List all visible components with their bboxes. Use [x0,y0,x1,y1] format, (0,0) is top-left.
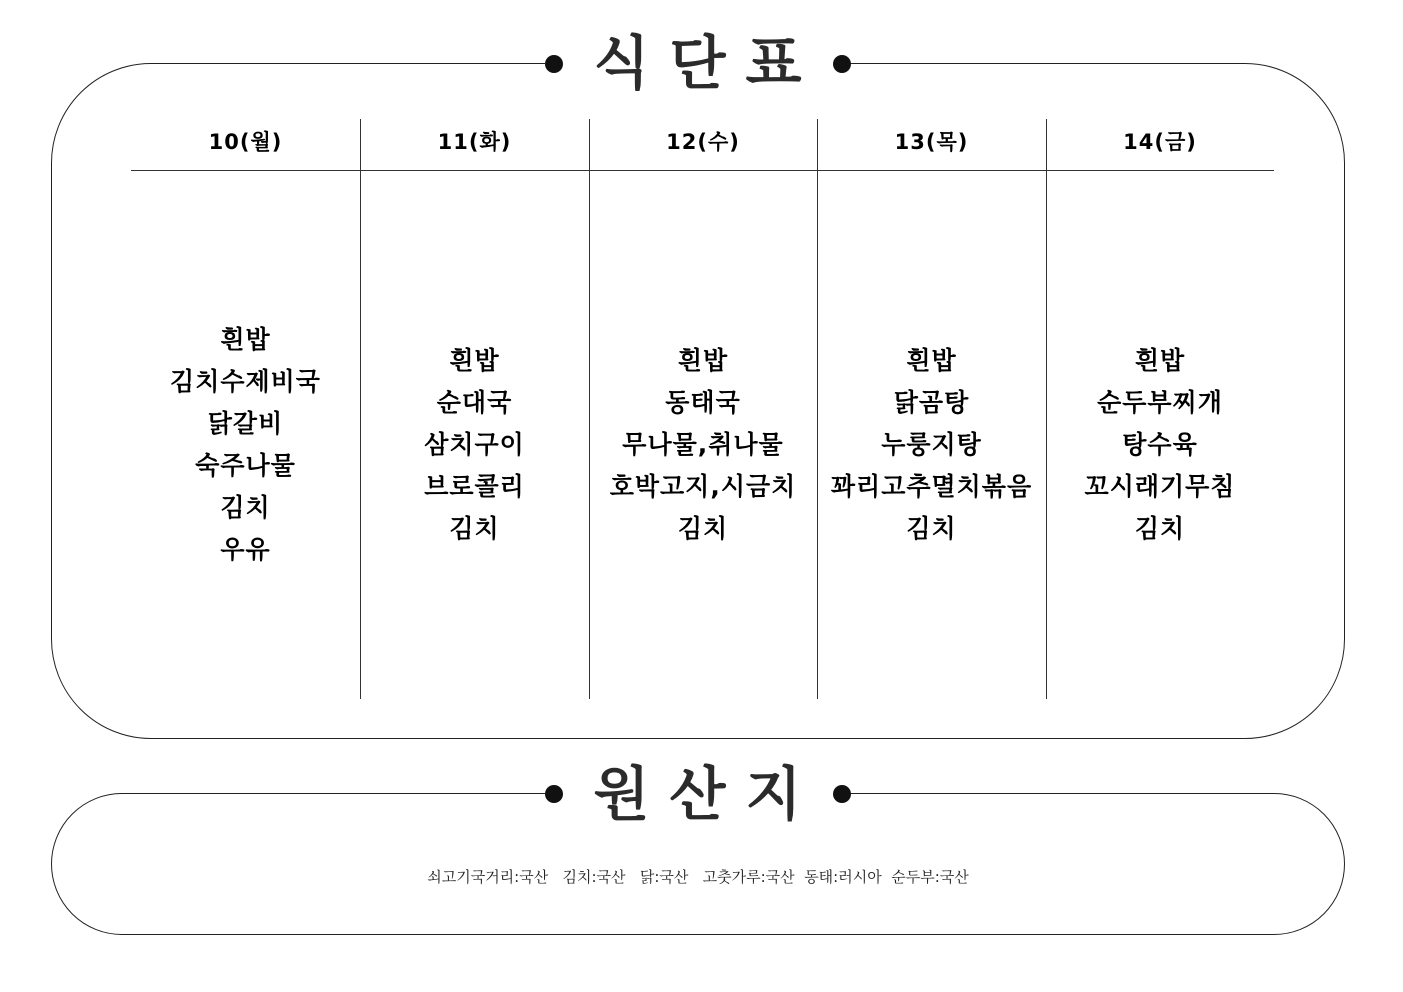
menu-item: 꼬시래기무침 [1084,472,1236,501]
day-menu-mon [131,181,360,709]
menu-item: 김치 [220,493,271,522]
origin-title: 원산지 [593,760,822,828]
menu-item: 동태국 [665,388,741,417]
origin-heading [545,759,850,829]
header-divider [131,170,1274,171]
menu-item: 탕수육 [1122,430,1198,459]
day-menu-thu [817,181,1046,709]
menu-item: 순두부찌개 [1097,388,1223,417]
menu-item: 닭갈비 [207,409,284,438]
menu-item: 흰밥 [1134,346,1186,375]
menu-title: 식단표 [593,29,822,97]
menu-item: 닭곰탕 [893,388,970,417]
day-header-mon: 10(월) [208,130,283,154]
menu-item: 브로콜리 [424,472,525,501]
heading-left-dot-icon [545,785,563,803]
menu-table [131,119,1274,699]
menu-item: 우유 [220,535,271,564]
menu-item: 김치 [449,514,500,543]
menu-item: 흰밥 [677,346,729,375]
day-header-fri: 14(금) [1123,130,1197,154]
origin-info-text: 쇠고기국거리:국산 김치:국산 닭:국산 고춧가루:국산 동태:러시아 순두부:국산 [427,868,969,886]
day-header-thu: 13(목) [894,130,969,154]
day-menu-tue [360,181,589,709]
heading-right-dot-icon [833,55,851,73]
menu-item: 숙주나물 [195,451,296,480]
day-menu-fri [1046,181,1274,709]
menu-item: 김치 [906,514,957,543]
menu-item: 흰밥 [906,346,957,375]
menu-item: 김치 [1134,514,1186,543]
menu-item: 꽈리고추멸치볶음 [830,472,1033,501]
menu-item: 김치수제비국 [170,367,321,396]
menu-heading [545,28,850,98]
menu-item: 흰밥 [449,346,500,375]
menu-item: 누룽지탕 [881,430,982,459]
heading-right-dot-icon [833,785,851,803]
day-menu-wed [589,181,817,709]
menu-item: 순대국 [436,388,513,417]
menu-item: 호박고지,시금치 [609,472,797,501]
heading-left-dot-icon [545,55,563,73]
menu-item: 무나물,취나물 [622,430,784,459]
day-header-tue: 11(화) [437,130,512,154]
menu-item: 흰밥 [220,325,271,354]
menu-item: 김치 [677,514,729,543]
day-header-wed: 12(수) [666,130,740,154]
menu-item: 삼치구이 [424,430,525,459]
